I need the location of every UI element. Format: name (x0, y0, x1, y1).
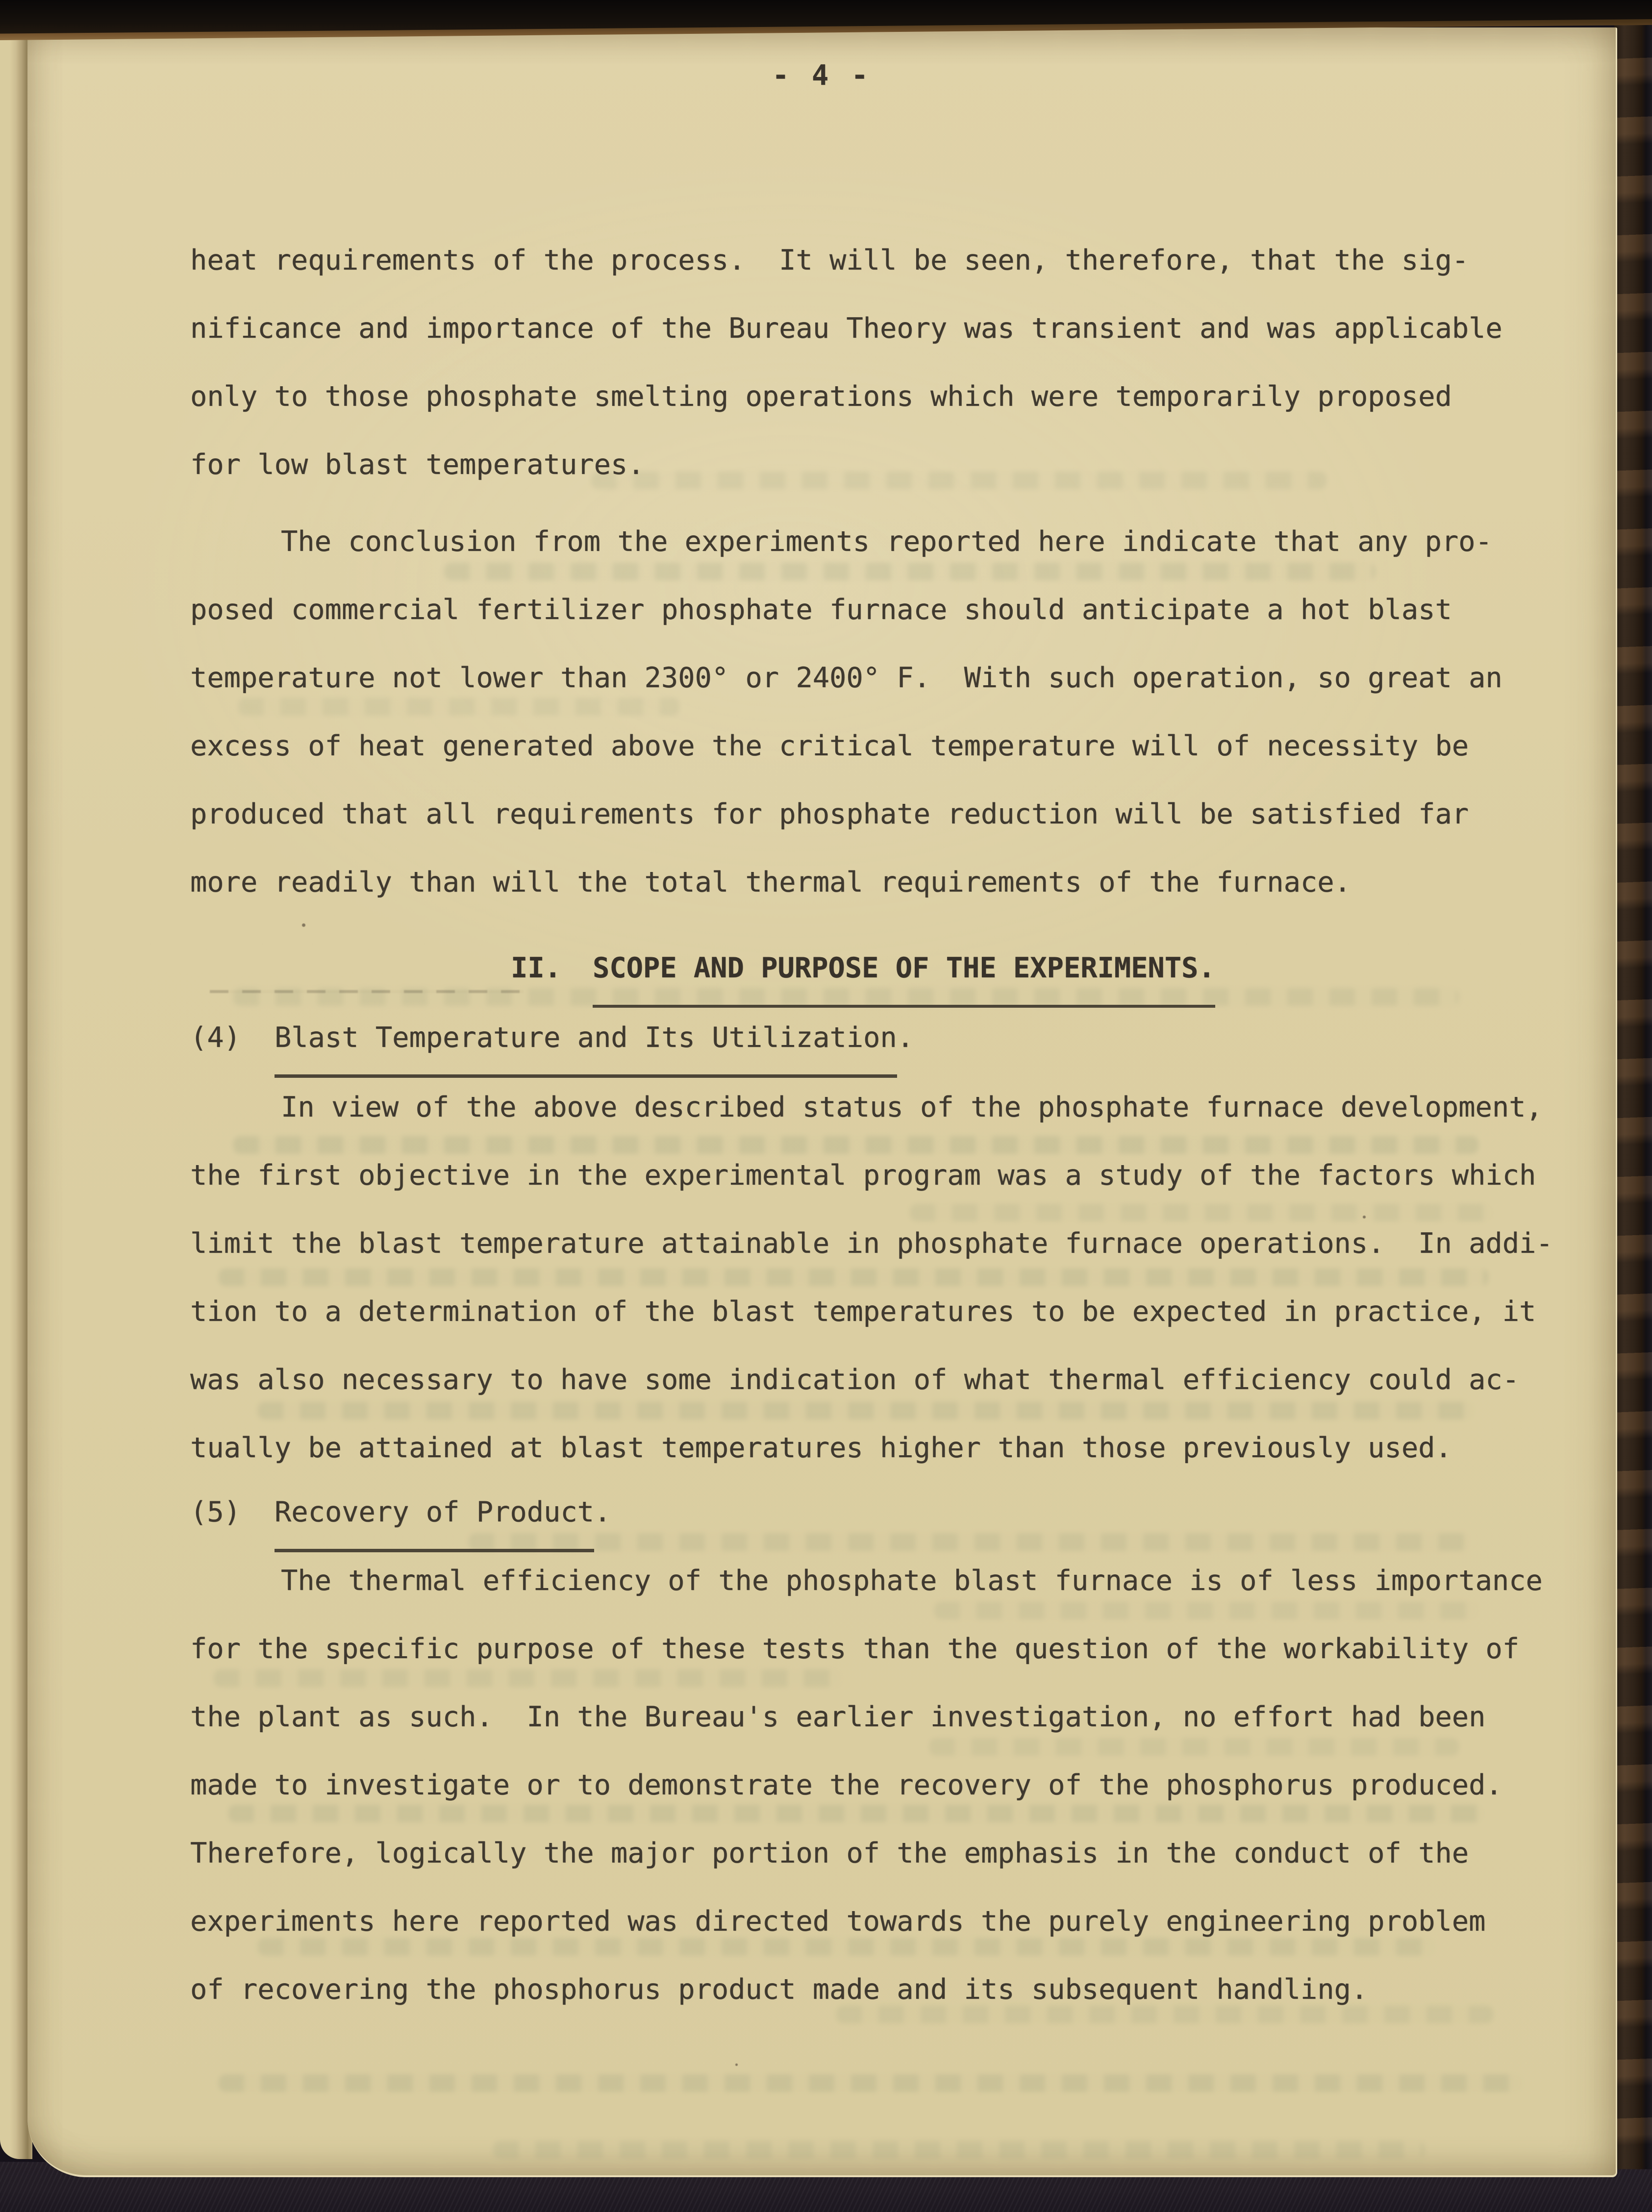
document-page (27, 27, 1617, 2177)
paragraph-4 (190, 1547, 1543, 2024)
bleed-through-line (493, 2141, 1425, 2159)
ink-speck (735, 2063, 738, 2066)
text-line: heat requirements of the process. It will be seen, therefore, that the sig- (190, 244, 1469, 276)
text-line: more readily than will the total thermal requirements of the furnace. (190, 866, 1351, 898)
ink-speck (302, 923, 305, 927)
paragraph-3 (190, 1073, 1553, 1482)
section-numeral: II. (511, 952, 561, 984)
text-line: nificance and importance of the Bureau Theory was transient and was applicable (190, 312, 1502, 345)
text-line: The thermal efficiency of the phosphate blast furnace is of less importance (281, 1565, 1543, 1597)
page-number: - 4 - (772, 59, 871, 92)
text-line: for low blast temperatures. (190, 448, 645, 481)
subsection-4-period: . (897, 1021, 914, 1054)
text-line: tually be attained at blast temperatures higher than those previously used. (190, 1432, 1452, 1464)
text-line: temperature not lower than 2300° or 2400° F. With such operation, so great an (190, 662, 1502, 694)
subsection-heading-4 (190, 1004, 914, 1078)
text-line: Therefore, logically the major portion of the emphasis in the conduct of the (190, 1837, 1469, 1869)
section-heading (511, 934, 1215, 1008)
bleed-through-line (219, 2074, 1523, 2092)
subsection-4-marker: (4) (190, 1021, 241, 1054)
text-line: The conclusion from the experiments reported here indicate that any pro- (281, 525, 1492, 558)
subsection-5-marker: (5) (190, 1496, 241, 1528)
subsection-heading-5 (190, 1478, 611, 1552)
text-line: only to those phosphate smelting operations which were temporarily proposed (190, 380, 1452, 413)
text-line: tion to a determination of the blast temperatures to be expected in practice, it (190, 1295, 1536, 1328)
text-line: for the specific purpose of these tests than the question of the workability of (190, 1633, 1520, 1665)
text-line: In view of the above described status of the phosphate furnace development, (281, 1091, 1543, 1123)
text-line: was also necessary to have some indication of what thermal efficiency could ac- (190, 1364, 1520, 1396)
paragraph-2 (190, 508, 1502, 917)
typewriter-underline-remnant (210, 990, 524, 993)
text-line: produced that all requirements for phosphate reduction will be satisfied far (190, 798, 1469, 830)
text-line: excess of heat generated above the critical temperature will of necessity be (190, 730, 1469, 762)
text-line: limit the blast temperature attainable in phosphate furnace operations. In addi- (190, 1227, 1553, 1260)
text-line: the first objective in the experimental program was a study of the factors which (190, 1159, 1536, 1192)
text-line: made to investigate or to demonstrate the recovery of the phosphorus produced. (190, 1769, 1502, 1801)
section-title: SCOPE AND PURPOSE OF THE EXPERIMENTS. (593, 934, 1215, 1008)
subsection-5-period: . (594, 1496, 611, 1528)
book-binding-right-edge (1614, 0, 1652, 2212)
text-line: experiments here reported was directed towards the purely engineering problem (190, 1905, 1486, 1938)
subsection-4-title: Blast Temperature and Its Utilization (275, 1004, 897, 1078)
text-line: the plant as such. In the Bureau's earlier investigation, no effort had been (190, 1701, 1486, 1733)
text-line: posed commercial fertilizer phosphate furnace should anticipate a hot blast (190, 594, 1452, 626)
paragraph-1 (190, 226, 1502, 499)
text-line: of recovering the phosphorus product made and its subsequent handling. (190, 1973, 1368, 2006)
subsection-5-title: Recovery of Product (275, 1478, 594, 1552)
